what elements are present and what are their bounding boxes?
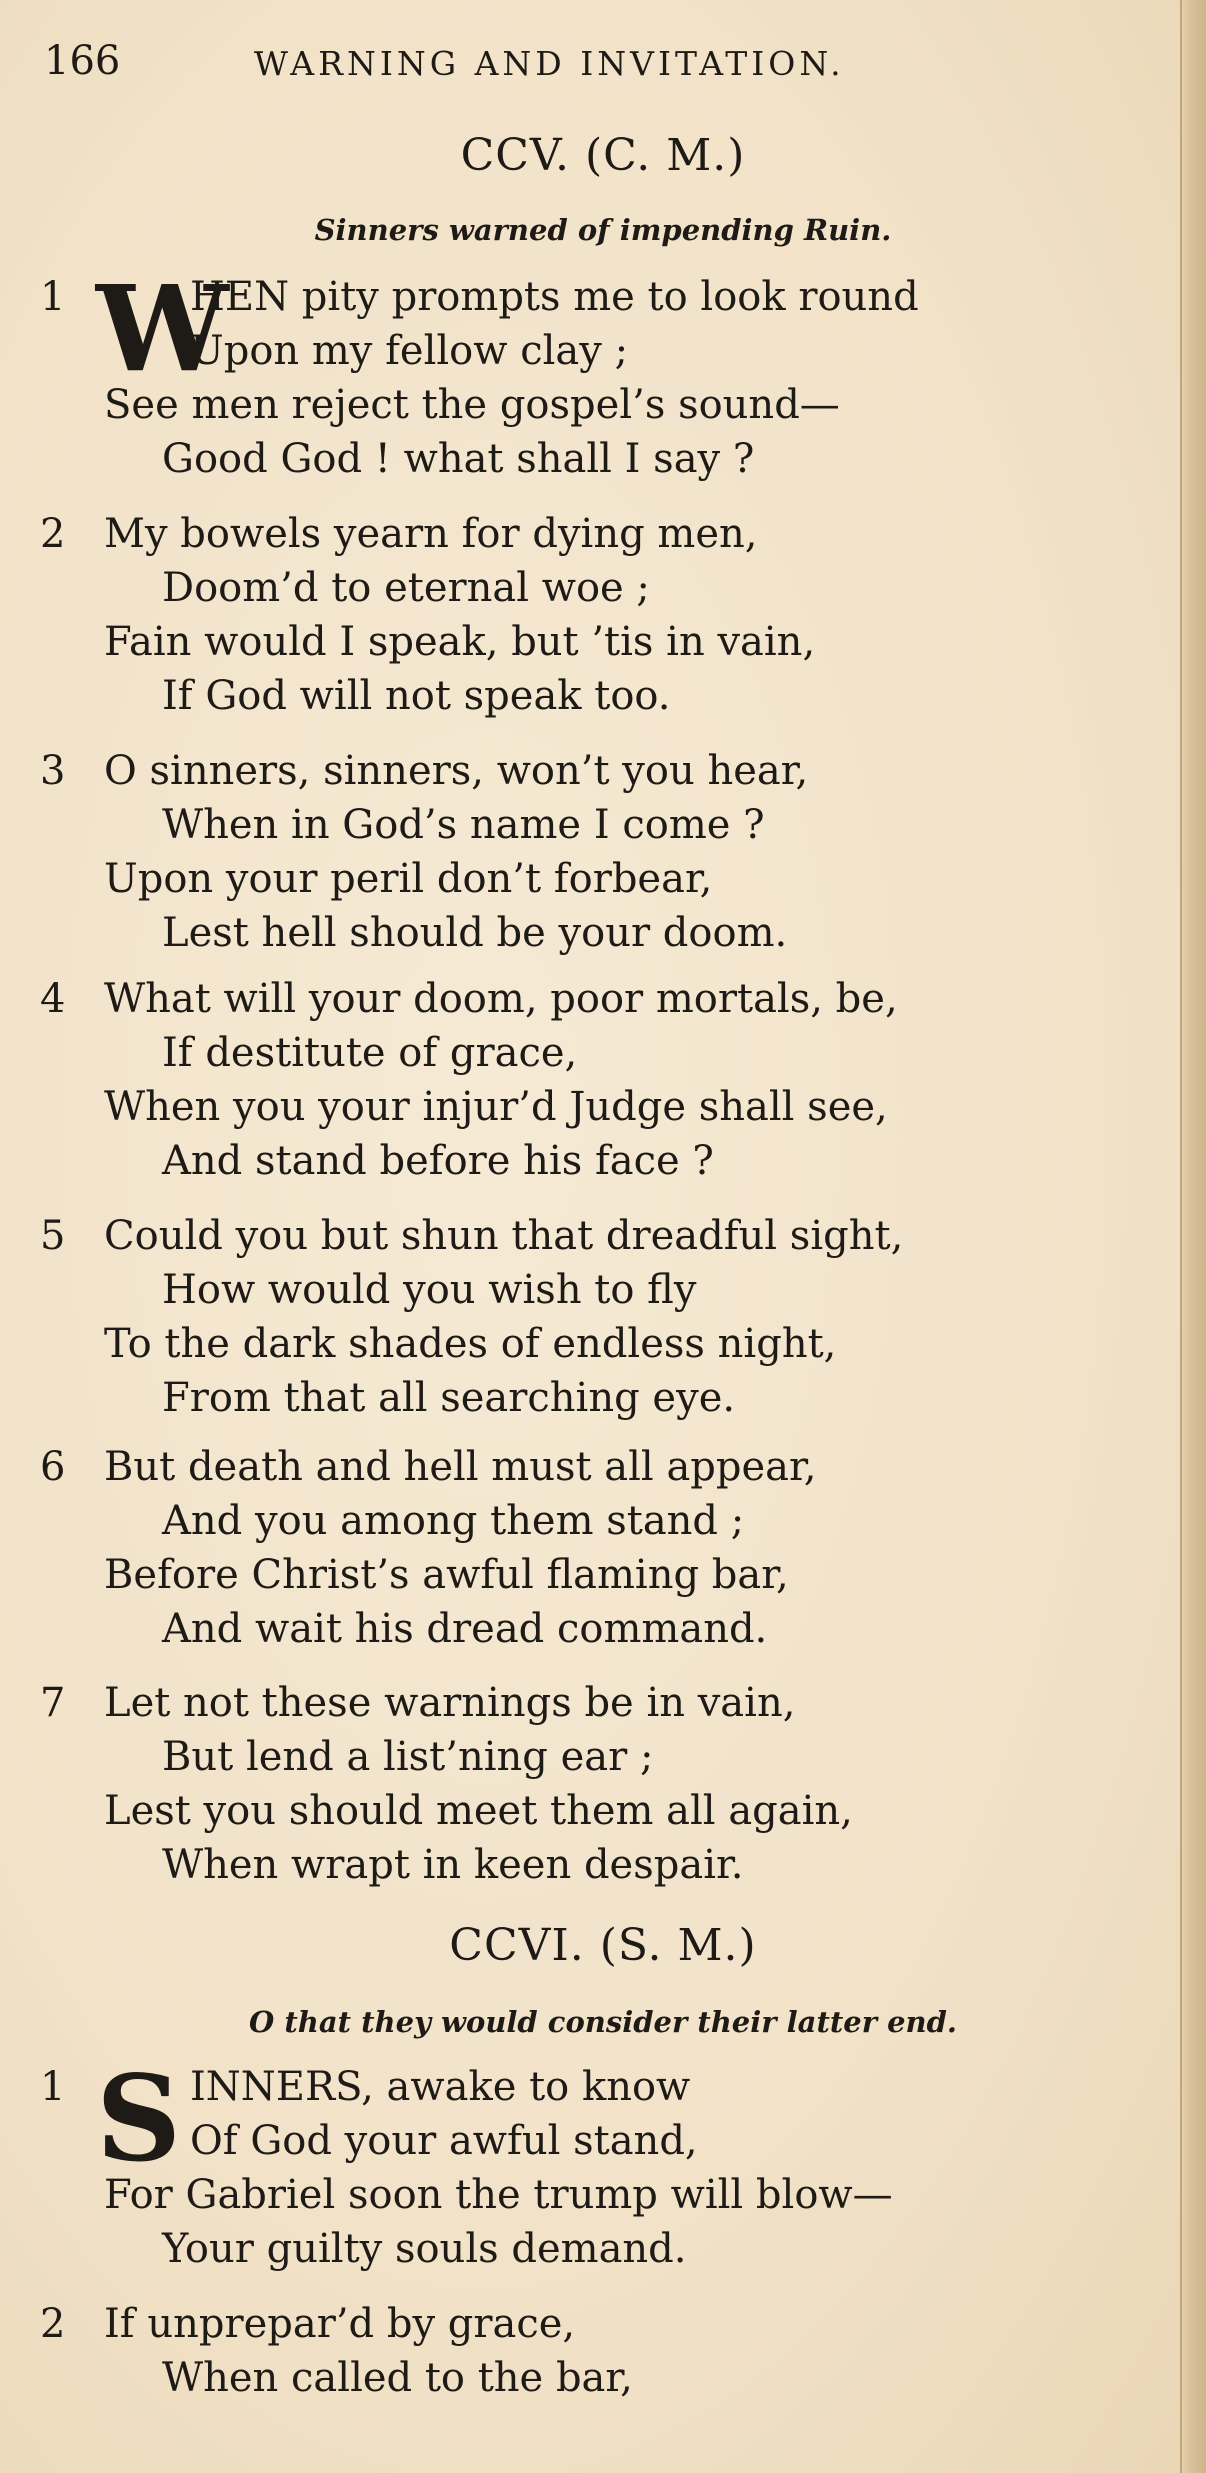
page-number: 166: [44, 38, 121, 84]
verse-line: My bowels yearn for dying men,: [104, 511, 758, 557]
stanza-number: 3: [40, 748, 66, 794]
hymn-subtitle: O that they would consider their latter end.: [249, 2005, 957, 2039]
verse-line: To the dark shades of endless night,: [104, 1321, 837, 1367]
verse-line: And you among them stand ;: [162, 1498, 745, 1544]
verse-line: But lend a list’ning ear ;: [162, 1734, 654, 1780]
stanza-number: 6: [40, 1444, 66, 1490]
page-header: [44, 38, 1164, 88]
stanza-number: 1: [40, 2064, 66, 2110]
verse-line: If destitute of grace,: [162, 1030, 578, 1076]
verse-line: O sinners, sinners, won’t you hear,: [104, 748, 809, 794]
verse-line: From that all searching eye.: [162, 1375, 736, 1421]
verse-line: Could you but shun that dreadful sight,: [104, 1213, 904, 1259]
verse-line: Doom’d to eternal woe ;: [162, 565, 650, 611]
verse-line: How would you wish to fly: [162, 1267, 697, 1313]
hymn-subtitle: Sinners warned of impending Ruin.: [314, 213, 892, 247]
verse-line: Your guilty souls demand.: [162, 2226, 687, 2272]
verse-line: Upon my fellow clay ;: [190, 328, 629, 374]
page-edge: [1180, 0, 1206, 2473]
stanza-number: 2: [40, 511, 66, 557]
stanza-number: 5: [40, 1213, 66, 1259]
verse-line: Upon your peril don’t forbear,: [104, 856, 713, 902]
verse-line: If God will not speak too.: [162, 673, 671, 719]
verse-line: When called to the bar,: [162, 2355, 633, 2401]
stanza-number: 2: [40, 2301, 66, 2347]
verse-line: HEN pity prompts me to look round: [190, 274, 919, 320]
stanza-number: 4: [40, 976, 66, 1022]
verse-line: Lest hell should be your doom.: [162, 910, 788, 956]
verse-line: For Gabriel soon the trump will blow—: [104, 2172, 893, 2218]
stanza-number: 1: [40, 274, 66, 320]
verse-line: INNERS, awake to know: [190, 2064, 691, 2110]
verse-line: But death and hell must all appear,: [104, 1444, 817, 1490]
verse-line: See men reject the gospel’s sound—: [104, 382, 840, 428]
verse-line: Good God ! what shall I say ?: [162, 436, 755, 482]
verse-line: When in God’s name I come ?: [162, 802, 765, 848]
verse-line: Of God your awful stand,: [190, 2118, 698, 2164]
verse-line: Fain would I speak, but ’tis in vain,: [104, 619, 816, 665]
verse-line: Before Christ’s awful flaming bar,: [104, 1552, 789, 1598]
verse-line: What will your doom, poor mortals, be,: [104, 976, 898, 1022]
verse-line: When you your injur’d Judge shall see,: [104, 1084, 888, 1130]
verse-line: When wrapt in keen despair.: [162, 1842, 744, 1888]
verse-line: And wait his dread command.: [162, 1606, 768, 1652]
running-head: WARNING AND INVITATION.: [254, 44, 845, 83]
stanza-number: 7: [40, 1680, 66, 1726]
hymn-title: CCVI. (S. M.): [449, 1920, 757, 1971]
drop-cap: S: [96, 2049, 182, 2188]
verse-line: If unprepar’d by grace,: [104, 2301, 576, 2347]
hymn-title: CCV. (C. M.): [460, 130, 746, 181]
verse-line: Lest you should meet them all again,: [104, 1788, 853, 1834]
verse-line: And stand before his face ?: [162, 1138, 714, 1184]
drop-cap: W: [96, 259, 229, 398]
verse-line: Let not these warnings be in vain,: [104, 1680, 796, 1726]
